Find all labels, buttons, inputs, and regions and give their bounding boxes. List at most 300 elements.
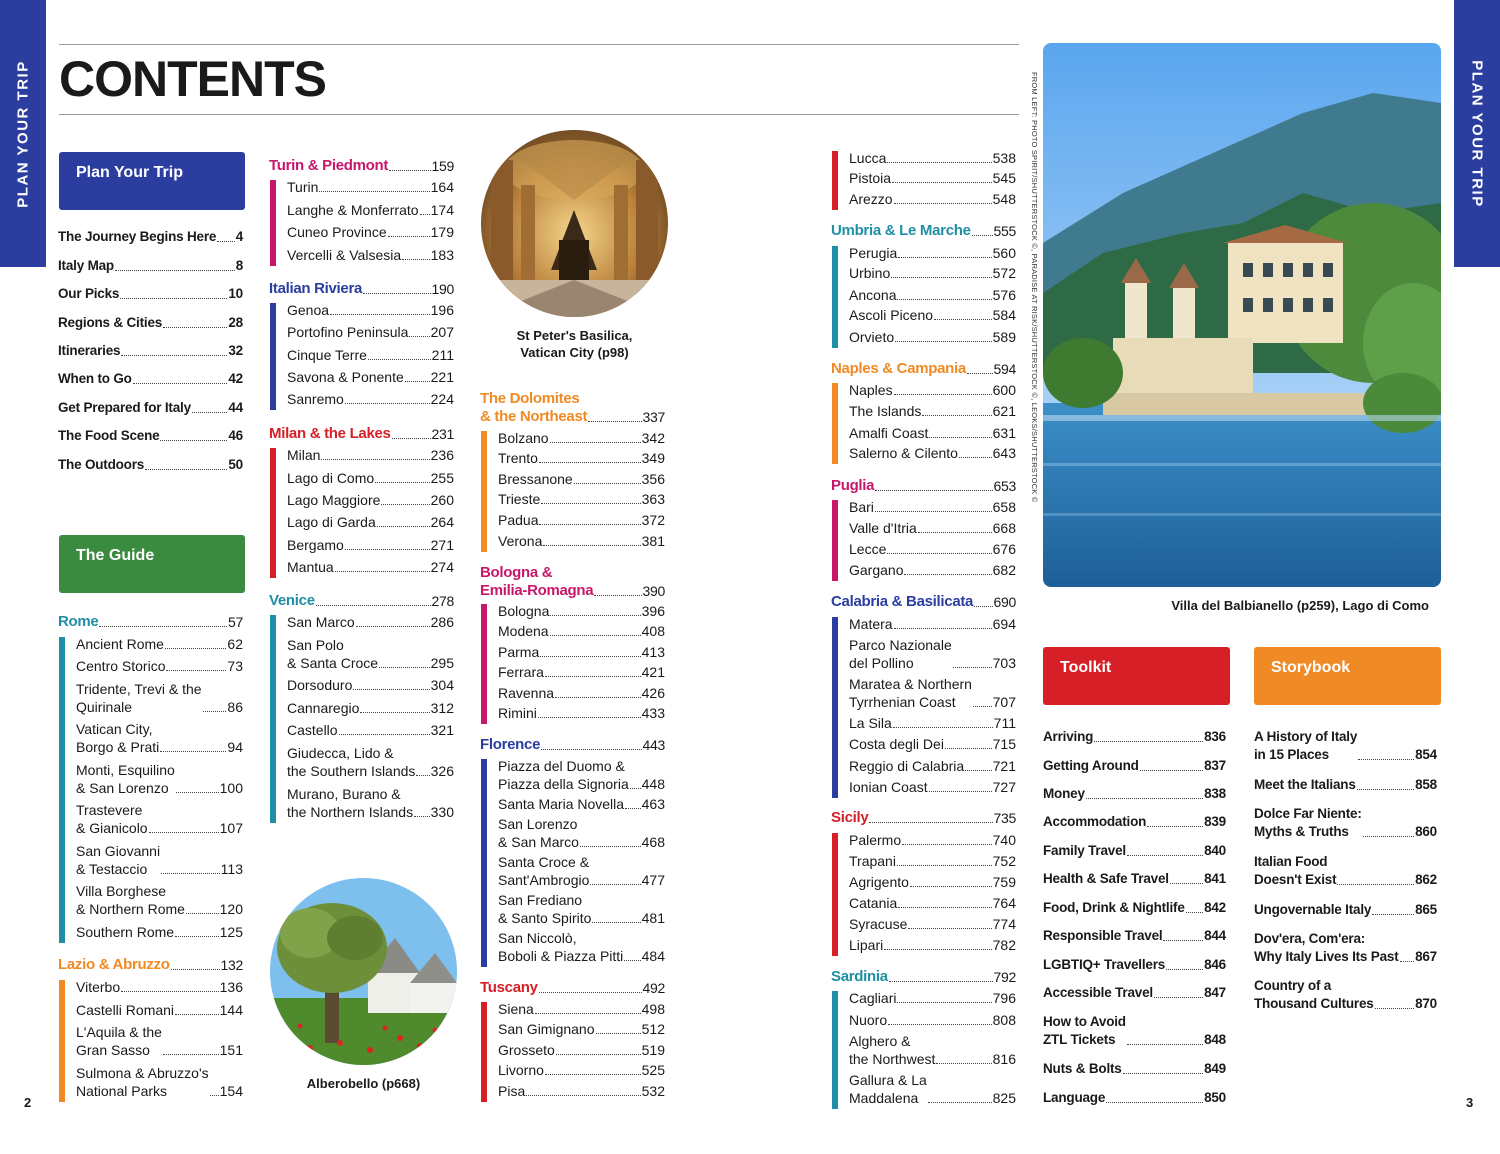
entry-label: Language [1043, 1090, 1106, 1105]
sub-entry[interactable] [849, 831, 1016, 849]
entry-page-number: 836 [1204, 729, 1226, 744]
sub-entry[interactable] [498, 929, 665, 965]
sub-entry[interactable] [287, 469, 454, 487]
sub-entry[interactable] [498, 704, 665, 722]
region-heading[interactable] [480, 736, 665, 754]
entry-page-number: 286 [430, 614, 454, 630]
sub-entry[interactable] [498, 602, 665, 620]
storybook-item[interactable] [1254, 728, 1437, 764]
entry-label: Country of a Thousand Cultures [1254, 978, 1374, 1011]
entry-page-number: 850 [1204, 1090, 1226, 1105]
storybook-heading: Storybook [1254, 647, 1441, 705]
region-heading[interactable] [831, 809, 1016, 827]
region-heading[interactable] [269, 592, 454, 610]
sub-entry[interactable] [498, 643, 665, 661]
entry-label: LGBTIQ+ Travellers [1043, 957, 1166, 972]
sub-entry[interactable] [849, 444, 1016, 462]
toolkit-item[interactable] [1043, 870, 1226, 888]
toolkit-item[interactable] [1043, 984, 1226, 1002]
entry-label: Padua [498, 512, 539, 528]
entry-label: Bologna [498, 603, 550, 619]
region-heading[interactable] [58, 613, 243, 631]
sub-entry[interactable] [498, 795, 665, 813]
sub-entry[interactable] [498, 470, 665, 488]
leader-dots [556, 1054, 641, 1055]
entry-page-number: 337 [642, 409, 665, 425]
sub-entry[interactable] [849, 561, 1016, 579]
entry-page-number: 120 [219, 901, 243, 917]
region-heading[interactable] [58, 956, 243, 974]
leader-dots [875, 490, 992, 491]
leader-dots [160, 751, 226, 752]
entry-page-number: 862 [1415, 872, 1437, 887]
entry-label: Food, Drink & Nightlife [1043, 900, 1185, 915]
sub-entry[interactable] [849, 286, 1016, 304]
sub-entry[interactable] [287, 201, 454, 219]
leader-dots [894, 203, 992, 204]
entry-label: Family Travel [1043, 843, 1126, 858]
title-rule [59, 114, 1019, 115]
leader-dots [1372, 914, 1414, 915]
plan-item[interactable] [58, 342, 243, 360]
leader-dots [887, 553, 991, 554]
entry-label: Meet the Italians [1254, 777, 1356, 792]
leader-dots [339, 734, 430, 735]
entry-label: The Outdoors [58, 457, 145, 472]
entry-page-number: 721 [992, 758, 1016, 774]
leader-dots [420, 214, 430, 215]
entry-label: Salerno & Cilento [849, 445, 958, 461]
region-heading[interactable] [831, 222, 1016, 240]
sub-entry[interactable] [498, 815, 665, 851]
entry-page-number: 512 [641, 1021, 665, 1037]
entry-page-number: 825 [992, 1090, 1016, 1106]
sub-entry[interactable] [849, 778, 1016, 796]
sub-entry[interactable] [287, 676, 454, 694]
sub-entry[interactable] [498, 490, 665, 508]
region-heading[interactable] [480, 564, 665, 600]
entry-label: Cannaregio [287, 700, 360, 716]
sub-entry[interactable] [498, 1041, 665, 1059]
toolkit-item[interactable] [1043, 956, 1226, 974]
sub-entry[interactable] [287, 178, 454, 196]
entry-label: Sanremo [287, 391, 344, 407]
entry-label: Mantua [287, 559, 334, 575]
sub-entry[interactable] [287, 558, 454, 576]
section-color-bar [832, 246, 838, 348]
sub-entry[interactable] [76, 882, 243, 918]
sub-entry[interactable] [498, 449, 665, 467]
toolkit-item[interactable] [1043, 927, 1226, 945]
sub-entry[interactable] [498, 853, 665, 889]
entry-page-number: 538 [992, 150, 1016, 166]
entry-page-number: 136 [219, 979, 243, 995]
leader-dots [929, 437, 991, 438]
sub-entry[interactable] [849, 873, 1016, 891]
entry-page-number: 255 [430, 470, 454, 486]
sub-entry[interactable] [287, 744, 454, 780]
sub-entry[interactable] [849, 636, 1016, 672]
entry-label: Perugia [849, 245, 898, 261]
entry-label: Alghero & the Northwest [849, 1033, 936, 1067]
leader-dots [869, 822, 992, 823]
entry-page-number: 838 [1204, 786, 1226, 801]
balbianello-photo [1043, 43, 1441, 587]
leader-dots [928, 1102, 992, 1103]
toolkit-item[interactable] [1043, 842, 1226, 860]
entry-label: L'Aquila & the Gran Sasso [76, 1024, 162, 1058]
sub-entry[interactable] [287, 301, 454, 319]
storybook-item[interactable] [1254, 853, 1437, 889]
leader-dots [1186, 912, 1203, 913]
sub-entry[interactable] [498, 622, 665, 640]
entry-label: Amalfi Coast [849, 425, 929, 441]
leader-dots [368, 359, 431, 360]
entry-label: Accommodation [1043, 814, 1147, 829]
leader-dots [1357, 789, 1414, 790]
storybook-item[interactable] [1254, 930, 1437, 966]
entry-page-number: 727 [992, 779, 1016, 795]
leader-dots [316, 605, 431, 606]
entry-label: Pistoia [849, 170, 892, 186]
leader-dots [543, 545, 640, 546]
balbianello-caption: Villa del Balbianello (p259), Lago di Como [1171, 598, 1429, 613]
leader-dots [175, 936, 219, 937]
entry-page-number: 271 [430, 537, 454, 553]
entry-page-number: 548 [992, 191, 1016, 207]
storybook-item[interactable] [1254, 805, 1437, 841]
sub-entry[interactable] [76, 680, 243, 716]
leader-dots [535, 1013, 641, 1014]
entry-page-number: 274 [430, 559, 454, 575]
entry-page-number: 46 [228, 428, 243, 443]
sub-entry[interactable] [498, 1082, 665, 1100]
sub-entry[interactable] [76, 1064, 243, 1100]
sub-entry[interactable] [287, 785, 454, 821]
entry-page-number: 576 [992, 287, 1016, 303]
sub-entry[interactable] [76, 842, 243, 878]
entry-page-number: 183 [430, 247, 454, 263]
sub-entry[interactable] [287, 246, 454, 264]
entry-page-number: 584 [992, 307, 1016, 323]
entry-page-number: 426 [641, 685, 665, 701]
sub-entry[interactable] [498, 663, 665, 681]
sub-entry[interactable] [849, 852, 1016, 870]
st-peters-photo [481, 130, 668, 317]
entry-label: Lago Maggiore [287, 492, 381, 508]
region-heading[interactable] [831, 477, 1016, 495]
entry-label: Piazza del Duomo & Piazza della Signoria [498, 758, 629, 792]
sub-entry[interactable] [849, 519, 1016, 537]
sub-entry[interactable] [849, 915, 1016, 933]
leader-dots [550, 635, 641, 636]
plan-item[interactable] [58, 456, 243, 474]
entry-page-number: 560 [992, 245, 1016, 261]
entry-label: Accessible Travel [1043, 985, 1153, 1000]
sub-entry[interactable] [849, 675, 1016, 711]
sub-entry[interactable] [287, 636, 454, 672]
section-color-bar [59, 637, 65, 943]
leader-dots [898, 907, 991, 908]
sub-entry[interactable] [498, 684, 665, 702]
entry-page-number: 782 [992, 937, 1016, 953]
entry-page-number: 260 [430, 492, 454, 508]
entry-page-number: 870 [1415, 996, 1437, 1011]
entry-label: Viterbo [76, 979, 121, 995]
leader-dots [555, 697, 641, 698]
entry-label: Dolce Far Niente: Myths & Truths [1254, 806, 1362, 839]
region-heading[interactable] [831, 593, 1016, 611]
entry-page-number: 164 [430, 179, 454, 195]
sub-entry[interactable] [76, 801, 243, 837]
entry-page-number: 796 [992, 990, 1016, 1006]
region-heading[interactable] [480, 979, 665, 997]
sub-entry[interactable] [849, 169, 1016, 187]
entry-page-number: 682 [992, 562, 1016, 578]
leader-dots [897, 865, 992, 866]
toolkit-item[interactable] [1043, 1089, 1226, 1107]
sub-entry[interactable] [76, 635, 243, 653]
toolkit-item[interactable] [1043, 728, 1226, 746]
top-rule [59, 44, 1019, 45]
entry-page-number: 62 [227, 636, 243, 652]
sub-entry[interactable] [849, 424, 1016, 442]
entry-label: Reggio di Calabria [849, 758, 965, 774]
leader-dots [922, 415, 991, 416]
entry-page-number: 151 [219, 1042, 243, 1058]
sub-entry[interactable] [849, 540, 1016, 558]
entry-label: Our Picks [58, 286, 120, 301]
sub-entry[interactable] [849, 936, 1016, 954]
sub-entry[interactable] [287, 536, 454, 554]
section-color-bar [270, 180, 276, 266]
sub-entry[interactable] [287, 223, 454, 241]
sub-entry[interactable] [287, 699, 454, 717]
plan-item[interactable] [58, 257, 243, 275]
region-heading[interactable] [480, 390, 665, 426]
entry-label: Ancient Rome [76, 636, 164, 652]
sub-entry[interactable] [76, 720, 243, 756]
plan-item[interactable] [58, 370, 243, 388]
plan-item[interactable] [58, 399, 243, 417]
sub-entry[interactable] [849, 735, 1016, 753]
leader-dots [217, 241, 234, 242]
entry-label: Agrigento [849, 874, 909, 890]
toolkit-item[interactable] [1043, 899, 1226, 917]
leader-dots [1127, 1044, 1203, 1045]
entry-page-number: 100 [219, 780, 243, 796]
leader-dots [192, 412, 227, 413]
sub-entry[interactable] [76, 761, 243, 797]
entry-page-number: 408 [641, 623, 665, 639]
entry-label: San Lorenzo & San Marco [498, 816, 579, 850]
side-tab-label: PLAN YOUR TRIP [14, 59, 32, 208]
entry-label: Santa Croce & Sant'Ambrogio [498, 854, 590, 888]
sub-entry[interactable] [498, 1000, 665, 1018]
sub-entry[interactable] [76, 1023, 243, 1059]
entry-page-number: 676 [992, 541, 1016, 557]
section-color-bar [832, 617, 838, 798]
leader-dots [550, 615, 640, 616]
region-heading[interactable] [269, 157, 454, 175]
entry-page-number: 764 [992, 895, 1016, 911]
sub-entry[interactable] [849, 190, 1016, 208]
region-heading[interactable] [831, 360, 1016, 378]
leader-dots [1140, 770, 1203, 771]
entry-label: Santa Maria Novella [498, 796, 625, 812]
section-color-bar [59, 980, 65, 1102]
leader-dots [904, 574, 991, 575]
sub-entry[interactable] [287, 613, 454, 631]
leader-dots [594, 595, 641, 596]
entry-page-number: 321 [430, 722, 454, 738]
entry-label: Southern Rome [76, 924, 175, 940]
plan-item[interactable] [58, 427, 243, 445]
sub-entry[interactable] [76, 923, 243, 941]
sub-entry[interactable] [498, 1061, 665, 1079]
toolkit-item[interactable] [1043, 813, 1226, 831]
entry-page-number: 525 [641, 1062, 665, 1078]
leader-dots [891, 277, 991, 278]
entry-label: Vercelli & Valsesia [287, 247, 402, 263]
leader-dots [379, 667, 430, 668]
storybook-item[interactable] [1254, 901, 1437, 919]
leader-dots [1163, 940, 1203, 941]
entry-label: Livorno [498, 1062, 544, 1078]
sub-entry[interactable] [849, 306, 1016, 324]
entry-page-number: 304 [430, 677, 454, 693]
alberobello-image [270, 878, 457, 1065]
sub-entry[interactable] [849, 989, 1016, 1007]
toolkit-item[interactable] [1043, 785, 1226, 803]
sub-entry[interactable] [287, 513, 454, 531]
sub-entry[interactable] [498, 891, 665, 927]
leader-dots [149, 832, 219, 833]
section-color-bar [832, 991, 838, 1109]
entry-page-number: 848 [1204, 1032, 1226, 1047]
leader-dots [945, 748, 992, 749]
toolkit-heading: Toolkit [1043, 647, 1230, 705]
sub-entry[interactable] [849, 328, 1016, 346]
entry-label: Savona & Ponente [287, 369, 404, 385]
sub-entry[interactable] [849, 1032, 1016, 1068]
toolkit-item[interactable] [1043, 1013, 1226, 1049]
region-heading[interactable] [269, 280, 454, 298]
sub-entry[interactable] [849, 244, 1016, 262]
sub-entry[interactable] [498, 511, 665, 529]
entry-label: Umbria & Le Marche [831, 222, 971, 239]
sub-entry[interactable] [287, 721, 454, 739]
entry-label: Venice [269, 592, 315, 609]
leader-dots [936, 1063, 991, 1064]
sub-entry[interactable] [498, 1020, 665, 1038]
sub-entry[interactable] [849, 894, 1016, 912]
entry-page-number: 715 [992, 736, 1016, 752]
sub-entry[interactable] [76, 1001, 243, 1019]
toolkit-item[interactable] [1043, 1060, 1226, 1078]
entry-label: San Marco [287, 614, 355, 630]
entry-page-number: 589 [992, 329, 1016, 345]
entry-label: Italian Food Doesn't Exist [1254, 854, 1337, 887]
entry-label: Lazio & Abruzzo [58, 956, 170, 973]
entry-label: Itineraries [58, 343, 121, 358]
section-color-bar [481, 759, 487, 967]
plan-item[interactable] [58, 285, 243, 303]
leader-dots [588, 421, 641, 422]
plan-item[interactable] [58, 228, 243, 246]
leader-dots [540, 656, 640, 657]
entry-label: Arezzo [849, 191, 893, 207]
entry-label: Get Prepared for Italy [58, 400, 191, 415]
sub-entry[interactable] [849, 1071, 1016, 1107]
sub-entry[interactable] [287, 368, 454, 386]
leader-dots [345, 549, 430, 550]
entry-label: Sulmona & Abruzzo's National Parks [76, 1065, 209, 1099]
sub-entry[interactable] [849, 1011, 1016, 1029]
region-heading[interactable] [831, 968, 1016, 986]
sub-entry[interactable] [287, 491, 454, 509]
storybook-item[interactable] [1254, 776, 1437, 794]
entry-label: Tuscany [480, 979, 538, 996]
sub-entry[interactable] [76, 978, 243, 996]
sub-entry[interactable] [849, 714, 1016, 732]
sub-entry[interactable] [287, 323, 454, 341]
leader-dots [894, 394, 992, 395]
entry-page-number: 865 [1415, 902, 1437, 917]
sub-entry[interactable] [498, 532, 665, 550]
entry-page-number: 643 [992, 445, 1016, 461]
sub-entry[interactable] [849, 149, 1016, 167]
sub-entry[interactable] [287, 390, 454, 408]
page-number-right: 3 [1466, 1095, 1474, 1110]
sub-entry[interactable] [849, 757, 1016, 775]
side-tab-left [0, 0, 46, 267]
sub-entry[interactable] [849, 264, 1016, 282]
entry-page-number: 264 [430, 514, 454, 530]
entry-page-number: 858 [1415, 777, 1437, 792]
sub-entry[interactable] [849, 402, 1016, 420]
sub-entry[interactable] [287, 346, 454, 364]
leader-dots [99, 626, 227, 627]
sub-entry[interactable] [287, 446, 454, 464]
section-color-bar [481, 604, 487, 724]
leader-dots [539, 992, 642, 993]
entry-page-number: 231 [431, 426, 454, 442]
region-heading[interactable] [269, 425, 454, 443]
leader-dots [1166, 969, 1203, 970]
leader-dots [186, 913, 219, 914]
entry-label: Bologna & Emilia-Romagna [480, 564, 594, 599]
sub-entry[interactable] [849, 498, 1016, 516]
sub-entry[interactable] [498, 757, 665, 793]
leader-dots [381, 504, 429, 505]
entry-page-number: 448 [641, 776, 665, 792]
sub-entry[interactable] [849, 615, 1016, 633]
storybook-item[interactable] [1254, 977, 1437, 1013]
entry-page-number: 844 [1204, 928, 1226, 943]
entry-label: Bergamo [287, 537, 344, 553]
entry-page-number: 658 [992, 499, 1016, 515]
entry-page-number: 492 [642, 980, 665, 996]
sub-entry[interactable] [76, 657, 243, 675]
leader-dots [965, 770, 991, 771]
sub-entry[interactable] [498, 429, 665, 447]
plan-item[interactable] [58, 314, 243, 332]
sub-entry[interactable] [849, 381, 1016, 399]
leader-dots [545, 1074, 641, 1075]
toolkit-item[interactable] [1043, 757, 1226, 775]
leader-dots [416, 775, 429, 776]
